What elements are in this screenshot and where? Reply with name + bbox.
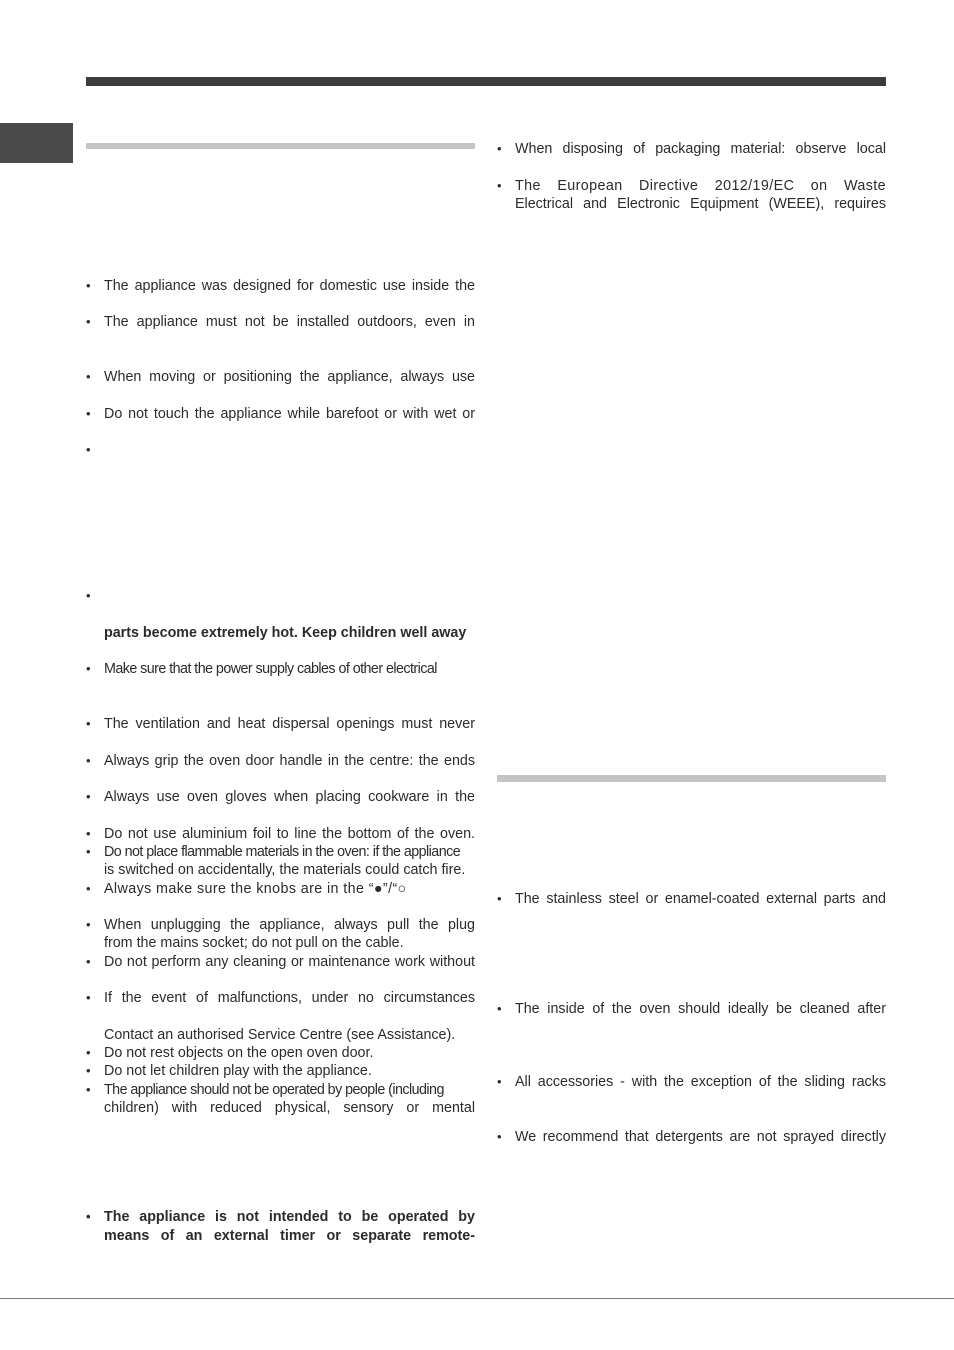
maintenance-item-oven-inside: The inside of the oven should ideally be cleaned after bbox=[515, 1001, 886, 1017]
bullet-marker: • bbox=[86, 844, 91, 859]
safety-item-door-handle: Always grip the oven door handle in the centre: the ends bbox=[104, 753, 475, 769]
maintenance-item-external-parts: The stainless steel or enamel-coated external parts and bbox=[515, 891, 886, 907]
bullet-marker: • bbox=[86, 1045, 91, 1060]
bullet-marker: • bbox=[86, 716, 91, 731]
maintenance-item-accessories: All accessories - with the exception of the sliding racks bbox=[515, 1074, 886, 1090]
safety-item-hot-parts: parts become extremely hot. Keep children well away bbox=[104, 625, 467, 641]
bullet-marker: • bbox=[86, 369, 91, 384]
right-section-rule bbox=[497, 775, 886, 782]
bullet-marker: • bbox=[86, 753, 91, 768]
bullet-marker: • bbox=[497, 891, 502, 906]
safety-item-children-play: Do not let children play with the appliance. bbox=[104, 1063, 372, 1079]
bullet-marker: • bbox=[86, 990, 91, 1005]
safety-item-power-cables: Make sure that the power supply cables of other electrical bbox=[104, 661, 437, 677]
bullet-marker: • bbox=[86, 1082, 91, 1097]
bullet-marker: • bbox=[497, 1129, 502, 1144]
disposal-item-weee-cont: Electrical and Electronic Equipment (WEEE), requires bbox=[515, 196, 886, 212]
bullet-marker: • bbox=[86, 661, 91, 676]
safety-item-cleaning: Do not perform any cleaning or maintenance work without bbox=[104, 954, 475, 970]
safety-item-oven-gloves: Always use oven gloves when placing cookware in the bbox=[104, 789, 475, 805]
safety-item-oven-door: Do not rest objects on the open oven door. bbox=[104, 1045, 374, 1061]
safety-item-unplugging: When unplugging the appliance, always pull the plug bbox=[104, 917, 475, 933]
bullet-marker: • bbox=[86, 826, 91, 841]
safety-item-knobs: Always make sure the knobs are in the “●”/“○ bbox=[104, 881, 407, 897]
safety-item-unplugging-cont: from the mains socket; do not pull on the cable. bbox=[104, 935, 404, 951]
disposal-item-weee: The European Directive 2012/19/EC on Waste bbox=[515, 178, 886, 194]
safety-item-reduced-abilities-cont: children) with reduced physical, sensory or mental bbox=[104, 1100, 475, 1116]
bullet-marker: • bbox=[86, 954, 91, 969]
footer-rule bbox=[0, 1298, 954, 1299]
bullet-marker: • bbox=[86, 1063, 91, 1078]
bullet-marker: • bbox=[86, 442, 91, 457]
left-section-rule bbox=[86, 143, 475, 149]
safety-item-ventilation: The ventilation and heat dispersal openings must never bbox=[104, 716, 475, 732]
safety-item-barefoot: Do not touch the appliance while barefoot or with wet or bbox=[104, 406, 475, 422]
maintenance-item-detergents: We recommend that detergents are not sprayed directly bbox=[515, 1129, 886, 1145]
bullet-marker: • bbox=[497, 1074, 502, 1089]
safety-item-domestic-use: The appliance was designed for domestic use inside the bbox=[104, 278, 475, 294]
bullet-marker: • bbox=[86, 917, 91, 932]
safety-item-aluminium-foil: Do not use aluminium foil to line the bottom of the oven. bbox=[104, 826, 475, 842]
header-bar bbox=[86, 77, 886, 86]
bullet-marker: • bbox=[86, 278, 91, 293]
bullet-marker: • bbox=[497, 178, 502, 193]
safety-item-service-centre: Contact an authorised Service Centre (see Assistance). bbox=[104, 1027, 456, 1043]
safety-item-moving: When moving or positioning the appliance, always use bbox=[104, 369, 475, 385]
safety-item-malfunctions: If the event of malfunctions, under no circumstances bbox=[104, 990, 475, 1006]
safety-item-external-timer: The appliance is not intended to be operated by bbox=[104, 1209, 475, 1225]
safety-item-flammable-cont: is switched on accidentally, the materials could catch fire. bbox=[104, 862, 466, 878]
safety-item-flammable: Do not place flammable materials in the oven: if the appliance bbox=[104, 844, 461, 860]
bullet-marker: • bbox=[86, 406, 91, 421]
bullet-marker: • bbox=[86, 789, 91, 804]
bullet-marker: • bbox=[86, 1209, 91, 1224]
bullet-marker: • bbox=[86, 588, 91, 603]
language-tab bbox=[0, 123, 73, 163]
bullet-marker: • bbox=[497, 141, 502, 156]
bullet-marker: • bbox=[497, 1001, 502, 1016]
bullet-marker: • bbox=[86, 881, 91, 896]
safety-item-external-timer-cont: means of an external timer or separate remote- bbox=[104, 1228, 475, 1244]
disposal-item-packaging: When disposing of packaging material: observe local bbox=[515, 141, 886, 157]
bullet-marker: • bbox=[86, 314, 91, 329]
safety-item-reduced-abilities: The appliance should not be operated by people (including bbox=[104, 1082, 444, 1098]
safety-item-outdoors: The appliance must not be installed outdoors, even in bbox=[104, 314, 475, 330]
